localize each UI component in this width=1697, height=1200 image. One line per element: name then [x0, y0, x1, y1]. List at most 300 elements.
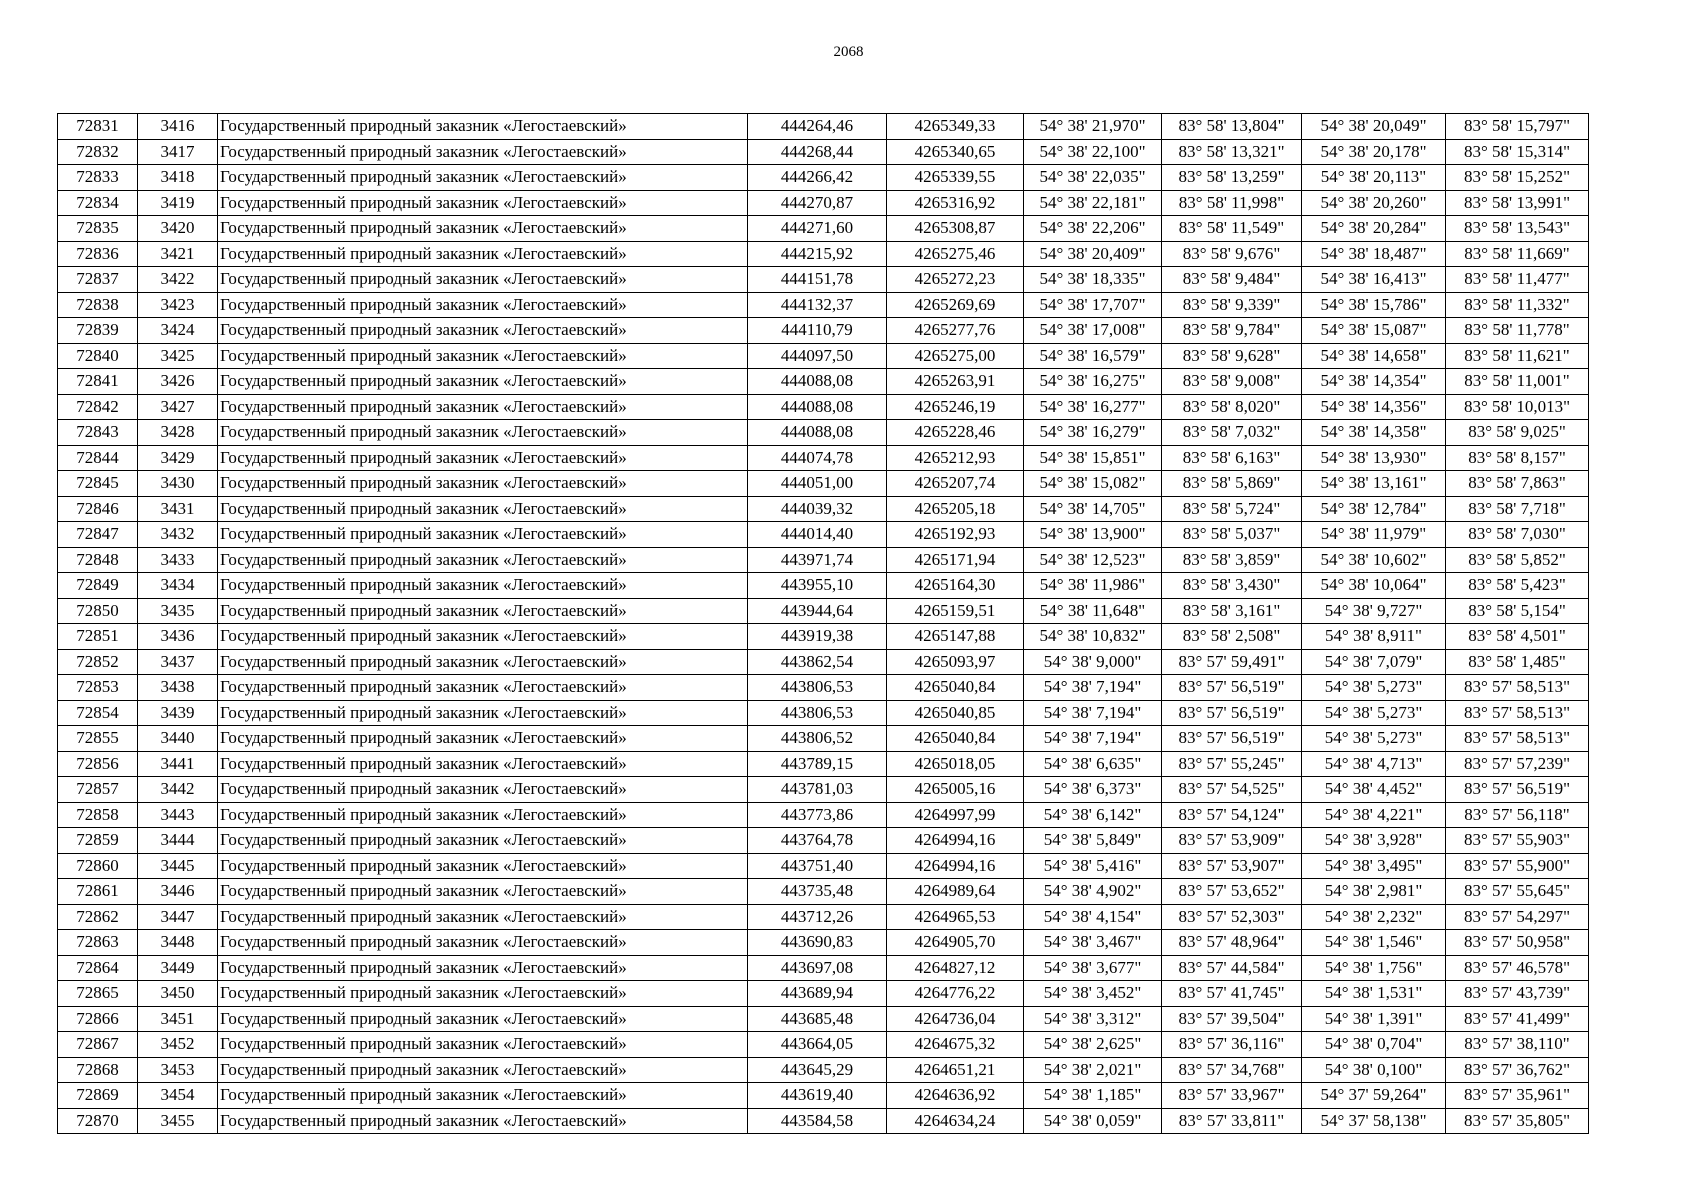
cell-latitude-2: 54° 38' 5,273"	[1302, 726, 1446, 752]
cell-longitude-1: 83° 57' 52,303"	[1162, 904, 1302, 930]
cell-latitude-2: 54° 38' 15,087"	[1302, 318, 1446, 344]
cell-coord-y: 4265275,00	[887, 343, 1024, 369]
cell-latitude-1: 54° 38' 17,008"	[1024, 318, 1162, 344]
cell-latitude-2: 54° 38' 15,786"	[1302, 292, 1446, 318]
cell-coord-x: 444264,46	[748, 114, 887, 140]
cell-object-name: Государственный природный заказник «Легостаевский»	[218, 292, 748, 318]
cell-row-number: 72847	[58, 522, 138, 548]
cell-coord-y: 4265040,84	[887, 675, 1024, 701]
cell-point-number: 3446	[138, 879, 218, 905]
cell-point-number: 3424	[138, 318, 218, 344]
cell-row-number: 72848	[58, 547, 138, 573]
cell-coord-x: 443781,03	[748, 777, 887, 803]
cell-latitude-2: 54° 38' 1,756"	[1302, 955, 1446, 981]
cell-coord-x: 444051,00	[748, 471, 887, 497]
cell-latitude-1: 54° 38' 16,279"	[1024, 420, 1162, 446]
table-row	[58, 802, 1589, 828]
cell-longitude-1: 83° 58' 7,032"	[1162, 420, 1302, 446]
cell-latitude-1: 54° 38' 9,000"	[1024, 649, 1162, 675]
cell-coord-x: 443773,86	[748, 802, 887, 828]
cell-point-number: 3454	[138, 1083, 218, 1109]
cell-coord-y: 4264651,21	[887, 1057, 1024, 1083]
cell-latitude-1: 54° 38' 20,409"	[1024, 241, 1162, 267]
table-row	[58, 675, 1589, 701]
cell-coord-y: 4265164,30	[887, 573, 1024, 599]
cell-longitude-2: 83° 57' 58,513"	[1446, 726, 1589, 752]
cell-longitude-1: 83° 58' 2,508"	[1162, 624, 1302, 650]
cell-longitude-2: 83° 58' 5,423"	[1446, 573, 1589, 599]
cell-row-number: 72864	[58, 955, 138, 981]
cell-latitude-1: 54° 38' 7,194"	[1024, 726, 1162, 752]
cell-coord-y: 4264997,99	[887, 802, 1024, 828]
cell-object-name: Государственный природный заказник «Легостаевский»	[218, 114, 748, 140]
cell-coord-y: 4265340,65	[887, 139, 1024, 165]
cell-latitude-1: 54° 38' 11,986"	[1024, 573, 1162, 599]
cell-longitude-2: 83° 57' 56,118"	[1446, 802, 1589, 828]
cell-object-name: Государственный природный заказник «Легостаевский»	[218, 139, 748, 165]
cell-coord-y: 4264994,16	[887, 828, 1024, 854]
cell-latitude-1: 54° 38' 6,373"	[1024, 777, 1162, 803]
cell-latitude-2: 54° 37' 59,264"	[1302, 1083, 1446, 1109]
cell-row-number: 72836	[58, 241, 138, 267]
cell-point-number: 3448	[138, 930, 218, 956]
cell-coord-x: 443919,38	[748, 624, 887, 650]
cell-object-name: Государственный природный заказник «Легостаевский»	[218, 496, 748, 522]
cell-coord-y: 4265277,76	[887, 318, 1024, 344]
cell-longitude-1: 83° 58' 9,339"	[1162, 292, 1302, 318]
cell-longitude-2: 83° 57' 58,513"	[1446, 700, 1589, 726]
cell-latitude-2: 54° 38' 10,064"	[1302, 573, 1446, 599]
cell-coord-x: 444271,60	[748, 216, 887, 242]
cell-point-number: 3416	[138, 114, 218, 140]
cell-point-number: 3442	[138, 777, 218, 803]
cell-object-name: Государственный природный заказник «Легостаевский»	[218, 369, 748, 395]
cell-latitude-1: 54° 38' 4,902"	[1024, 879, 1162, 905]
cell-point-number: 3443	[138, 802, 218, 828]
cell-object-name: Государственный природный заказник «Легостаевский»	[218, 522, 748, 548]
cell-object-name: Государственный природный заказник «Легостаевский»	[218, 726, 748, 752]
cell-latitude-2: 54° 38' 20,049"	[1302, 114, 1446, 140]
cell-coord-y: 4264994,16	[887, 853, 1024, 879]
cell-point-number: 3433	[138, 547, 218, 573]
cell-latitude-1: 54° 38' 3,467"	[1024, 930, 1162, 956]
cell-latitude-2: 54° 38' 20,178"	[1302, 139, 1446, 165]
cell-longitude-2: 83° 58' 11,669"	[1446, 241, 1589, 267]
cell-longitude-1: 83° 57' 39,504"	[1162, 1006, 1302, 1032]
cell-point-number: 3417	[138, 139, 218, 165]
cell-coord-y: 4265005,16	[887, 777, 1024, 803]
cell-coord-x: 443619,40	[748, 1083, 887, 1109]
cell-point-number: 3428	[138, 420, 218, 446]
cell-object-name: Государственный природный заказник «Легостаевский»	[218, 445, 748, 471]
cell-latitude-1: 54° 38' 22,181"	[1024, 190, 1162, 216]
cell-longitude-2: 83° 58' 4,501"	[1446, 624, 1589, 650]
table-row	[58, 955, 1589, 981]
cell-coord-y: 4265018,05	[887, 751, 1024, 777]
cell-row-number: 72856	[58, 751, 138, 777]
cell-row-number: 72860	[58, 853, 138, 879]
cell-longitude-1: 83° 58' 9,484"	[1162, 267, 1302, 293]
cell-coord-y: 4265263,91	[887, 369, 1024, 395]
cell-longitude-2: 83° 58' 7,863"	[1446, 471, 1589, 497]
cell-longitude-2: 83° 57' 54,297"	[1446, 904, 1589, 930]
cell-coord-x: 444110,79	[748, 318, 887, 344]
table-body	[58, 114, 1589, 1134]
table-row	[58, 241, 1589, 267]
table-row	[58, 777, 1589, 803]
table-row	[58, 139, 1589, 165]
cell-object-name: Государственный природный заказник «Легостаевский»	[218, 1006, 748, 1032]
cell-coord-x: 443751,40	[748, 853, 887, 879]
cell-latitude-2: 54° 38' 14,358"	[1302, 420, 1446, 446]
cell-latitude-1: 54° 38' 3,312"	[1024, 1006, 1162, 1032]
cell-object-name: Государственный природный заказник «Легостаевский»	[218, 165, 748, 191]
cell-object-name: Государственный природный заказник «Легостаевский»	[218, 675, 748, 701]
table-row	[58, 496, 1589, 522]
cell-object-name: Государственный природный заказник «Легостаевский»	[218, 955, 748, 981]
cell-coord-y: 4265269,69	[887, 292, 1024, 318]
cell-latitude-1: 54° 38' 7,194"	[1024, 700, 1162, 726]
cell-longitude-1: 83° 57' 53,652"	[1162, 879, 1302, 905]
cell-longitude-1: 83° 58' 9,784"	[1162, 318, 1302, 344]
cell-longitude-1: 83° 57' 56,519"	[1162, 700, 1302, 726]
table-row	[58, 1057, 1589, 1083]
cell-coord-y: 4264989,64	[887, 879, 1024, 905]
cell-longitude-2: 83° 58' 11,477"	[1446, 267, 1589, 293]
cell-point-number: 3419	[138, 190, 218, 216]
cell-row-number: 72857	[58, 777, 138, 803]
cell-latitude-1: 54° 38' 2,625"	[1024, 1032, 1162, 1058]
table-row	[58, 1108, 1589, 1134]
cell-row-number: 72850	[58, 598, 138, 624]
cell-row-number: 72840	[58, 343, 138, 369]
cell-longitude-1: 83° 57' 53,907"	[1162, 853, 1302, 879]
cell-longitude-2: 83° 58' 15,797"	[1446, 114, 1589, 140]
cell-coord-x: 444039,32	[748, 496, 887, 522]
cell-point-number: 3449	[138, 955, 218, 981]
cell-coord-x: 443955,10	[748, 573, 887, 599]
cell-coord-y: 4265275,46	[887, 241, 1024, 267]
cell-longitude-2: 83° 58' 5,154"	[1446, 598, 1589, 624]
cell-row-number: 72865	[58, 981, 138, 1007]
cell-coord-y: 4265272,23	[887, 267, 1024, 293]
cell-object-name: Государственный природный заказник «Легостаевский»	[218, 700, 748, 726]
table-row	[58, 190, 1589, 216]
cell-latitude-2: 54° 38' 18,487"	[1302, 241, 1446, 267]
cell-point-number: 3444	[138, 828, 218, 854]
cell-longitude-2: 83° 58' 11,778"	[1446, 318, 1589, 344]
cell-longitude-1: 83° 58' 9,008"	[1162, 369, 1302, 395]
cell-latitude-2: 54° 38' 3,928"	[1302, 828, 1446, 854]
cell-row-number: 72849	[58, 573, 138, 599]
cell-coord-x: 443806,53	[748, 675, 887, 701]
table-row	[58, 828, 1589, 854]
cell-longitude-1: 83° 58' 3,430"	[1162, 573, 1302, 599]
cell-row-number: 72837	[58, 267, 138, 293]
cell-latitude-2: 54° 38' 14,356"	[1302, 394, 1446, 420]
cell-coord-x: 444074,78	[748, 445, 887, 471]
cell-point-number: 3434	[138, 573, 218, 599]
cell-row-number: 72839	[58, 318, 138, 344]
cell-coord-x: 443806,52	[748, 726, 887, 752]
cell-longitude-2: 83° 57' 38,110"	[1446, 1032, 1589, 1058]
cell-longitude-1: 83° 58' 13,259"	[1162, 165, 1302, 191]
cell-object-name: Государственный природный заказник «Легостаевский»	[218, 190, 748, 216]
cell-longitude-2: 83° 57' 35,805"	[1446, 1108, 1589, 1134]
cell-longitude-2: 83° 58' 7,718"	[1446, 496, 1589, 522]
cell-object-name: Государственный природный заказник «Легостаевский»	[218, 981, 748, 1007]
cell-longitude-1: 83° 57' 48,964"	[1162, 930, 1302, 956]
cell-longitude-2: 83° 58' 13,543"	[1446, 216, 1589, 242]
cell-latitude-2: 54° 38' 4,221"	[1302, 802, 1446, 828]
page-number: 2068	[833, 44, 864, 60]
cell-coord-x: 444151,78	[748, 267, 887, 293]
cell-latitude-1: 54° 38' 5,849"	[1024, 828, 1162, 854]
cell-object-name: Государственный природный заказник «Легостаевский»	[218, 751, 748, 777]
table-row	[58, 649, 1589, 675]
cell-coord-x: 443971,74	[748, 547, 887, 573]
cell-coord-x: 444266,42	[748, 165, 887, 191]
cell-row-number: 72844	[58, 445, 138, 471]
cell-point-number: 3418	[138, 165, 218, 191]
cell-longitude-2: 83° 57' 55,903"	[1446, 828, 1589, 854]
cell-object-name: Государственный природный заказник «Легостаевский»	[218, 1108, 748, 1134]
cell-object-name: Государственный природный заказник «Легостаевский»	[218, 267, 748, 293]
cell-point-number: 3426	[138, 369, 218, 395]
cell-longitude-2: 83° 58' 11,001"	[1446, 369, 1589, 395]
cell-latitude-1: 54° 38' 12,523"	[1024, 547, 1162, 573]
cell-latitude-2: 54° 38' 1,546"	[1302, 930, 1446, 956]
cell-coord-x: 443944,64	[748, 598, 887, 624]
cell-longitude-1: 83° 58' 5,869"	[1162, 471, 1302, 497]
cell-object-name: Государственный природный заказник «Легостаевский»	[218, 420, 748, 446]
cell-latitude-2: 54° 38' 7,079"	[1302, 649, 1446, 675]
cell-latitude-2: 54° 38' 2,232"	[1302, 904, 1446, 930]
cell-row-number: 72841	[58, 369, 138, 395]
cell-coord-x: 444132,37	[748, 292, 887, 318]
cell-row-number: 72858	[58, 802, 138, 828]
cell-point-number: 3425	[138, 343, 218, 369]
cell-row-number: 72852	[58, 649, 138, 675]
table-row	[58, 445, 1589, 471]
cell-coord-y: 4264736,04	[887, 1006, 1024, 1032]
table-row	[58, 267, 1589, 293]
cell-row-number: 72843	[58, 420, 138, 446]
cell-coord-x: 444097,50	[748, 343, 887, 369]
table-row	[58, 292, 1589, 318]
cell-coord-x: 443584,58	[748, 1108, 887, 1134]
cell-point-number: 3431	[138, 496, 218, 522]
cell-object-name: Государственный природный заказник «Легостаевский»	[218, 853, 748, 879]
cell-latitude-1: 54° 38' 16,579"	[1024, 343, 1162, 369]
table-row	[58, 981, 1589, 1007]
cell-coord-y: 4265040,84	[887, 726, 1024, 752]
cell-longitude-1: 83° 57' 56,519"	[1162, 675, 1302, 701]
cell-point-number: 3430	[138, 471, 218, 497]
table-row	[58, 930, 1589, 956]
cell-object-name: Государственный природный заказник «Легостаевский»	[218, 1057, 748, 1083]
cell-object-name: Государственный природный заказник «Легостаевский»	[218, 318, 748, 344]
table-row	[58, 853, 1589, 879]
cell-coord-y: 4265207,74	[887, 471, 1024, 497]
cell-coord-y: 4264675,32	[887, 1032, 1024, 1058]
cell-longitude-2: 83° 58' 8,157"	[1446, 445, 1589, 471]
cell-latitude-2: 54° 38' 2,981"	[1302, 879, 1446, 905]
cell-coord-x: 443697,08	[748, 955, 887, 981]
cell-row-number: 72832	[58, 139, 138, 165]
cell-longitude-2: 83° 57' 55,645"	[1446, 879, 1589, 905]
cell-object-name: Государственный природный заказник «Легостаевский»	[218, 598, 748, 624]
cell-point-number: 3435	[138, 598, 218, 624]
cell-object-name: Государственный природный заказник «Легостаевский»	[218, 216, 748, 242]
table-row	[58, 522, 1589, 548]
cell-latitude-2: 54° 38' 5,273"	[1302, 700, 1446, 726]
cell-longitude-1: 83° 57' 53,909"	[1162, 828, 1302, 854]
cell-coord-x: 443664,05	[748, 1032, 887, 1058]
cell-coord-x: 443690,83	[748, 930, 887, 956]
cell-object-name: Государственный природный заказник «Легостаевский»	[218, 930, 748, 956]
cell-coord-y: 4265316,92	[887, 190, 1024, 216]
cell-longitude-1: 83° 57' 34,768"	[1162, 1057, 1302, 1083]
cell-longitude-2: 83° 58' 10,013"	[1446, 394, 1589, 420]
cell-coord-y: 4265246,19	[887, 394, 1024, 420]
cell-longitude-2: 83° 57' 46,578"	[1446, 955, 1589, 981]
cell-coord-y: 4265308,87	[887, 216, 1024, 242]
cell-latitude-1: 54° 38' 7,194"	[1024, 675, 1162, 701]
cell-point-number: 3429	[138, 445, 218, 471]
cell-coord-y: 4264636,92	[887, 1083, 1024, 1109]
cell-row-number: 72855	[58, 726, 138, 752]
cell-coord-y: 4264634,24	[887, 1108, 1024, 1134]
cell-latitude-1: 54° 38' 11,648"	[1024, 598, 1162, 624]
cell-coord-x: 443764,78	[748, 828, 887, 854]
cell-longitude-1: 83° 58' 3,859"	[1162, 547, 1302, 573]
cell-point-number: 3451	[138, 1006, 218, 1032]
cell-row-number: 72870	[58, 1108, 138, 1134]
cell-row-number: 72842	[58, 394, 138, 420]
cell-coord-x: 444088,08	[748, 420, 887, 446]
cell-coord-y: 4265192,93	[887, 522, 1024, 548]
cell-latitude-2: 54° 38' 8,911"	[1302, 624, 1446, 650]
cell-longitude-2: 83° 58' 1,485"	[1446, 649, 1589, 675]
cell-latitude-1: 54° 38' 17,707"	[1024, 292, 1162, 318]
cell-longitude-1: 83° 58' 11,549"	[1162, 216, 1302, 242]
cell-latitude-1: 54° 38' 16,275"	[1024, 369, 1162, 395]
cell-object-name: Государственный природный заказник «Легостаевский»	[218, 471, 748, 497]
cell-latitude-1: 54° 38' 2,021"	[1024, 1057, 1162, 1083]
cell-object-name: Государственный природный заказник «Легостаевский»	[218, 802, 748, 828]
cell-point-number: 3427	[138, 394, 218, 420]
cell-longitude-2: 83° 57' 36,762"	[1446, 1057, 1589, 1083]
cell-longitude-1: 83° 57' 33,967"	[1162, 1083, 1302, 1109]
cell-latitude-2: 54° 38' 12,784"	[1302, 496, 1446, 522]
cell-latitude-2: 54° 38' 1,391"	[1302, 1006, 1446, 1032]
cell-latitude-2: 54° 38' 4,713"	[1302, 751, 1446, 777]
cell-point-number: 3423	[138, 292, 218, 318]
cell-row-number: 72834	[58, 190, 138, 216]
cell-latitude-2: 54° 38' 0,704"	[1302, 1032, 1446, 1058]
table-row	[58, 471, 1589, 497]
cell-latitude-1: 54° 38' 10,832"	[1024, 624, 1162, 650]
cell-object-name: Государственный природный заказник «Легостаевский»	[218, 343, 748, 369]
cell-coord-x: 443712,26	[748, 904, 887, 930]
cell-latitude-1: 54° 38' 16,277"	[1024, 394, 1162, 420]
cell-latitude-2: 54° 38' 20,260"	[1302, 190, 1446, 216]
cell-longitude-1: 83° 57' 55,245"	[1162, 751, 1302, 777]
cell-latitude-2: 54° 38' 13,161"	[1302, 471, 1446, 497]
cell-latitude-1: 54° 38' 1,185"	[1024, 1083, 1162, 1109]
table-row	[58, 598, 1589, 624]
cell-latitude-1: 54° 38' 22,035"	[1024, 165, 1162, 191]
cell-longitude-1: 83° 57' 59,491"	[1162, 649, 1302, 675]
cell-longitude-1: 83° 57' 44,584"	[1162, 955, 1302, 981]
cell-object-name: Государственный природный заказник «Легостаевский»	[218, 1032, 748, 1058]
cell-longitude-2: 83° 57' 50,958"	[1446, 930, 1589, 956]
cell-longitude-2: 83° 58' 7,030"	[1446, 522, 1589, 548]
cell-coord-y: 4265205,18	[887, 496, 1024, 522]
cell-latitude-2: 54° 38' 10,602"	[1302, 547, 1446, 573]
cell-coord-y: 4265040,85	[887, 700, 1024, 726]
cell-point-number: 3439	[138, 700, 218, 726]
cell-point-number: 3436	[138, 624, 218, 650]
cell-longitude-2: 83° 57' 58,513"	[1446, 675, 1589, 701]
cell-coord-y: 4265349,33	[887, 114, 1024, 140]
cell-coord-y: 4265171,94	[887, 547, 1024, 573]
cell-latitude-2: 54° 38' 14,658"	[1302, 343, 1446, 369]
cell-coord-x: 444270,87	[748, 190, 887, 216]
table-row	[58, 343, 1589, 369]
table-row	[58, 369, 1589, 395]
cell-latitude-1: 54° 38' 0,059"	[1024, 1108, 1162, 1134]
cell-coord-x: 443685,48	[748, 1006, 887, 1032]
table-row	[58, 1083, 1589, 1109]
cell-longitude-1: 83° 58' 9,628"	[1162, 343, 1302, 369]
cell-longitude-1: 83° 58' 11,998"	[1162, 190, 1302, 216]
cell-latitude-1: 54° 38' 13,900"	[1024, 522, 1162, 548]
cell-longitude-2: 83° 57' 57,239"	[1446, 751, 1589, 777]
cell-latitude-1: 54° 38' 6,635"	[1024, 751, 1162, 777]
table-row	[58, 114, 1589, 140]
cell-object-name: Государственный природный заказник «Легостаевский»	[218, 624, 748, 650]
cell-coord-y: 4265212,93	[887, 445, 1024, 471]
cell-latitude-1: 54° 38' 21,970"	[1024, 114, 1162, 140]
cell-latitude-1: 54° 38' 3,452"	[1024, 981, 1162, 1007]
cell-longitude-2: 83° 57' 56,519"	[1446, 777, 1589, 803]
cell-coord-x: 443862,54	[748, 649, 887, 675]
cell-longitude-1: 83° 58' 13,321"	[1162, 139, 1302, 165]
cell-longitude-2: 83° 58' 11,332"	[1446, 292, 1589, 318]
table-row	[58, 165, 1589, 191]
cell-latitude-1: 54° 38' 15,082"	[1024, 471, 1162, 497]
cell-point-number: 3445	[138, 853, 218, 879]
cell-object-name: Государственный природный заказник «Легостаевский»	[218, 394, 748, 420]
cell-point-number: 3440	[138, 726, 218, 752]
cell-longitude-2: 83° 58' 5,852"	[1446, 547, 1589, 573]
table-row	[58, 1006, 1589, 1032]
cell-longitude-1: 83° 58' 5,724"	[1162, 496, 1302, 522]
cell-longitude-2: 83° 58' 15,252"	[1446, 165, 1589, 191]
cell-object-name: Государственный природный заказник «Легостаевский»	[218, 649, 748, 675]
cell-coord-x: 444215,92	[748, 241, 887, 267]
cell-row-number: 72859	[58, 828, 138, 854]
cell-longitude-2: 83° 57' 35,961"	[1446, 1083, 1589, 1109]
cell-latitude-2: 54° 38' 5,273"	[1302, 675, 1446, 701]
cell-coord-y: 4264776,22	[887, 981, 1024, 1007]
cell-coord-y: 4265339,55	[887, 165, 1024, 191]
cell-coord-x: 443735,48	[748, 879, 887, 905]
cell-row-number: 72867	[58, 1032, 138, 1058]
cell-point-number: 3447	[138, 904, 218, 930]
